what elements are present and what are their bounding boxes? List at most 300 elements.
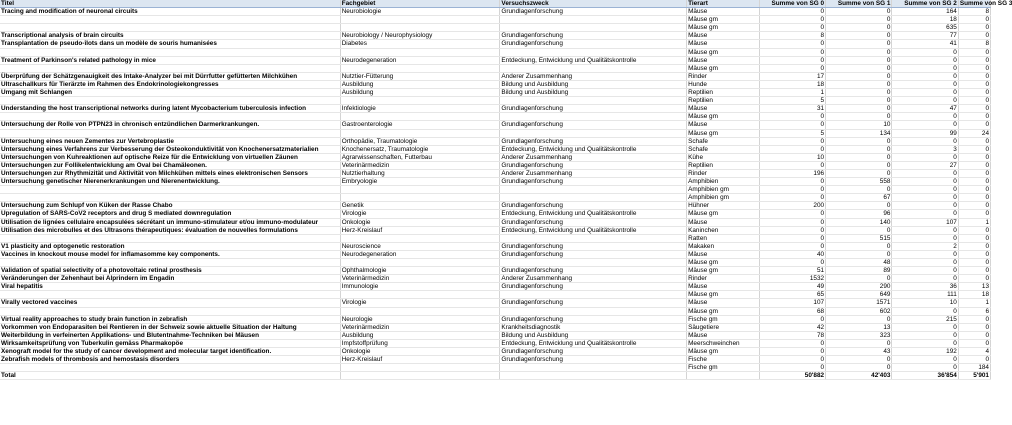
cell-title[interactable]: Vorkommen von Endoparasiten bei Rentieren in der Schweiz sowie aktuelle Situation der Haltung (0, 323, 340, 331)
cell-purpose[interactable] (500, 113, 687, 121)
cell-sg1[interactable]: 0 (826, 242, 892, 250)
cell-purpose[interactable] (500, 259, 687, 267)
cell-purpose[interactable]: Grundlagenforschung (500, 348, 687, 356)
cell-sg0[interactable]: 0 (759, 315, 825, 323)
cell-purpose[interactable]: Grundlagenforschung (500, 202, 687, 210)
cell-sg1[interactable]: 43 (826, 348, 892, 356)
cell-animal[interactable]: Mäuse gm (687, 267, 760, 275)
cell-title[interactable]: Weiterbildung in verfeinerten Applikations- und Blutentnahme-Techniken bei Mäusen (0, 331, 340, 339)
cell-animal[interactable]: Amphibien (687, 178, 760, 186)
cell-sg2[interactable]: 0 (892, 356, 958, 364)
cell-animal[interactable]: Mäuse (687, 283, 760, 291)
cell-purpose[interactable] (500, 194, 687, 202)
cell-field[interactable]: Diabetes (340, 40, 500, 48)
cell-animal[interactable]: Mäuse (687, 8, 760, 16)
header-purpose[interactable]: Versuchszweck (500, 0, 687, 8)
cell-title[interactable]: Ultraschallkurs für Tierärzte im Rahmen des Endokrinologiekongresses (0, 80, 340, 88)
cell-title[interactable]: Upregulation of SARS-CoV2 receptors and drug S mediated downregulation (0, 210, 340, 218)
cell-field[interactable]: Agrarwissenschaften, Futterbau (340, 153, 500, 161)
cell-animal[interactable]: Säugetiere (687, 323, 760, 331)
cell-title[interactable]: Vaccines in knockout mouse model for inflamasomme key components. (0, 250, 340, 258)
cell-title[interactable]: Virally vectored vaccines (0, 299, 340, 307)
cell-sg0[interactable]: 0 (759, 364, 825, 372)
cell-purpose[interactable]: Grundlagenforschung (500, 242, 687, 250)
cell-field[interactable]: Knochenersatz, Traumatologie (340, 145, 500, 153)
cell-sg0[interactable]: 0 (759, 356, 825, 364)
cell-field[interactable]: Ausbildung (340, 331, 500, 339)
cell-sg1[interactable]: 0 (826, 364, 892, 372)
cell-sg3[interactable]: 0 (958, 210, 990, 218)
cell-sg1[interactable]: 0 (826, 97, 892, 105)
cell-sg3[interactable]: 8 (958, 40, 990, 48)
cell-title[interactable] (0, 16, 340, 24)
cell-sg1[interactable]: 0 (826, 275, 892, 283)
cell-sg3[interactable]: 0 (958, 194, 990, 202)
cell-sg0[interactable]: 0 (759, 194, 825, 202)
cell-purpose[interactable]: Grundlagenforschung (500, 283, 687, 291)
cell-sg0[interactable]: 0 (759, 48, 825, 56)
cell-sg0[interactable]: 10 (759, 153, 825, 161)
cell-sg3[interactable]: 184 (958, 364, 990, 372)
cell-purpose[interactable]: Grundlagenforschung (500, 40, 687, 48)
total-sg1[interactable]: 42'403 (826, 372, 892, 380)
cell-title[interactable] (0, 64, 340, 72)
cell-title[interactable]: Virtual reality approaches to study brain function in zebrafish (0, 315, 340, 323)
cell-field[interactable]: Nutztier-Fütterung (340, 72, 500, 80)
cell-sg1[interactable]: 0 (826, 161, 892, 169)
cell-sg3[interactable]: 0 (958, 250, 990, 258)
cell-animal[interactable]: Mäuse gm (687, 129, 760, 137)
cell-field[interactable]: Infektiologie (340, 105, 500, 113)
cell-animal[interactable]: Mäuse gm (687, 64, 760, 72)
cell-animal[interactable]: Mäuse gm (687, 259, 760, 267)
cell-purpose[interactable]: Grundlagenforschung (500, 105, 687, 113)
cell-sg1[interactable]: 323 (826, 331, 892, 339)
cell-sg1[interactable]: 0 (826, 48, 892, 56)
cell-field[interactable]: Herz-Kreislauf (340, 356, 500, 364)
cell-title[interactable]: Untersuchung der Rolle von PTPN23 in chronisch entzündlichen Darmerkrankungen. (0, 121, 340, 129)
cell-sg0[interactable]: 0 (759, 113, 825, 121)
cell-sg3[interactable]: 0 (958, 24, 990, 32)
cell-purpose[interactable] (500, 24, 687, 32)
cell-purpose[interactable]: Grundlagenforschung (500, 299, 687, 307)
cell-sg3[interactable]: 0 (958, 178, 990, 186)
header-field[interactable]: Fachgebiet (340, 0, 500, 8)
cell-animal[interactable]: Mäuse (687, 121, 760, 129)
cell-sg0[interactable]: 0 (759, 348, 825, 356)
cell-field[interactable]: Orthopädie, Traumatologie (340, 137, 500, 145)
cell-sg0[interactable]: 0 (759, 218, 825, 226)
cell-title[interactable]: Understanding the host transcriptional networks during latent Mycobacterium tuberculosis infection (0, 105, 340, 113)
cell-purpose[interactable]: Anderer Zusammenhang (500, 153, 687, 161)
cell-sg3[interactable]: 6 (958, 307, 990, 315)
cell-field[interactable]: Neurologie (340, 315, 500, 323)
cell-title[interactable] (0, 364, 340, 372)
cell-sg1[interactable]: 290 (826, 283, 892, 291)
cell-sg3[interactable]: 13 (958, 283, 990, 291)
cell-sg3[interactable]: 0 (958, 186, 990, 194)
cell-sg0[interactable]: 78 (759, 331, 825, 339)
cell-sg3[interactable]: 4 (958, 348, 990, 356)
cell-animal[interactable]: Reptilien (687, 89, 760, 97)
cell-purpose[interactable] (500, 364, 687, 372)
cell-sg2[interactable]: 18 (892, 16, 958, 24)
cell-sg2[interactable]: 0 (892, 210, 958, 218)
cell-animal[interactable]: Mäuse (687, 105, 760, 113)
cell-purpose[interactable] (500, 64, 687, 72)
cell-purpose[interactable]: Grundlagenforschung (500, 8, 687, 16)
cell-sg3[interactable]: 0 (958, 48, 990, 56)
cell-sg1[interactable]: 0 (826, 339, 892, 347)
cell-title[interactable] (0, 307, 340, 315)
cell-sg0[interactable]: 196 (759, 169, 825, 177)
cell-sg2[interactable]: 0 (892, 89, 958, 97)
cell-sg3[interactable]: 0 (958, 64, 990, 72)
cell-field[interactable]: Immunologie (340, 283, 500, 291)
cell-field[interactable]: Virologie (340, 299, 500, 307)
cell-title[interactable] (0, 259, 340, 267)
total-empty-cell[interactable] (340, 372, 500, 380)
cell-sg0[interactable]: 0 (759, 8, 825, 16)
cell-sg3[interactable]: 24 (958, 129, 990, 137)
cell-title[interactable]: Untersuchungen von Kuhreaktionen auf optische Reize für die Entwicklung von virtuellen Zäunen (0, 153, 340, 161)
cell-sg2[interactable]: 0 (892, 153, 958, 161)
cell-sg3[interactable]: 0 (958, 56, 990, 64)
cell-sg2[interactable]: 164 (892, 8, 958, 16)
cell-animal[interactable]: Meerschweinchen (687, 339, 760, 347)
total-label[interactable]: Total (0, 372, 340, 380)
cell-sg2[interactable]: 0 (892, 56, 958, 64)
cell-animal[interactable]: Mäuse (687, 218, 760, 226)
cell-purpose[interactable]: Bildung und Ausbildung (500, 331, 687, 339)
cell-sg3[interactable]: 0 (958, 169, 990, 177)
cell-animal[interactable]: Mäuse gm (687, 210, 760, 218)
cell-title[interactable]: Wirksamkeitsprüfung von Tuberkulin gemäss Pharmakopöe (0, 339, 340, 347)
cell-sg3[interactable]: 0 (958, 153, 990, 161)
cell-sg3[interactable]: 0 (958, 161, 990, 169)
cell-animal[interactable]: Mäuse gm (687, 291, 760, 299)
cell-sg0[interactable]: 0 (759, 210, 825, 218)
cell-animal[interactable]: Mäuse gm (687, 348, 760, 356)
cell-title[interactable]: Veränderungen der Zehenhaut bei Alprindern im Engadin (0, 275, 340, 283)
cell-field[interactable]: Neurodegeneration (340, 250, 500, 258)
cell-sg1[interactable]: 10 (826, 121, 892, 129)
cell-purpose[interactable]: Grundlagenforschung (500, 137, 687, 145)
cell-sg1[interactable]: 0 (826, 145, 892, 153)
total-empty-cell[interactable] (500, 372, 687, 380)
cell-sg1[interactable]: 649 (826, 291, 892, 299)
cell-sg3[interactable]: 0 (958, 32, 990, 40)
cell-purpose[interactable]: Grundlagenforschung (500, 315, 687, 323)
cell-sg3[interactable]: 0 (958, 267, 990, 275)
cell-animal[interactable]: Mäuse gm (687, 48, 760, 56)
cell-sg0[interactable]: 65 (759, 291, 825, 299)
cell-sg1[interactable]: 96 (826, 210, 892, 218)
cell-sg2[interactable]: 47 (892, 105, 958, 113)
cell-field[interactable] (340, 364, 500, 372)
cell-field[interactable] (340, 113, 500, 121)
cell-sg1[interactable]: 0 (826, 226, 892, 234)
cell-purpose[interactable] (500, 48, 687, 56)
cell-purpose[interactable]: Bildung und Ausbildung (500, 80, 687, 88)
cell-animal[interactable]: Reptilien (687, 97, 760, 105)
cell-field[interactable] (340, 16, 500, 24)
cell-sg1[interactable]: 0 (826, 56, 892, 64)
cell-purpose[interactable]: Grundlagenforschung (500, 121, 687, 129)
cell-sg3[interactable]: 0 (958, 259, 990, 267)
cell-sg2[interactable]: 0 (892, 194, 958, 202)
cell-title[interactable]: Validation of spatial selectivity of a photovoltaic retinal prosthesis (0, 267, 340, 275)
cell-title[interactable]: Treatment of Parkinson's related pathology in mice (0, 56, 340, 64)
cell-sg2[interactable]: 27 (892, 161, 958, 169)
cell-sg1[interactable]: 0 (826, 80, 892, 88)
cell-purpose[interactable] (500, 307, 687, 315)
cell-title[interactable] (0, 24, 340, 32)
cell-purpose[interactable]: Entdeckung, Entwicklung und Qualitätskontrolle (500, 210, 687, 218)
cell-field[interactable]: Neurobiologie (340, 8, 500, 16)
cell-animal[interactable]: Mäuse (687, 32, 760, 40)
cell-sg1[interactable]: 0 (826, 153, 892, 161)
cell-purpose[interactable] (500, 97, 687, 105)
cell-sg1[interactable]: 0 (826, 89, 892, 97)
cell-animal[interactable]: Hunde (687, 80, 760, 88)
cell-title[interactable]: Umgang mit Schlangen (0, 89, 340, 97)
cell-sg1[interactable]: 13 (826, 323, 892, 331)
cell-purpose[interactable]: Entdeckung, Entwicklung und Qualitätskontrolle (500, 226, 687, 234)
cell-sg1[interactable]: 0 (826, 24, 892, 32)
cell-title[interactable]: Untersuchungen zur Rhythmizität und Aktivität von Milchkühen mittels eines elektronischen Sensors (0, 169, 340, 177)
cell-sg2[interactable]: 0 (892, 64, 958, 72)
cell-sg3[interactable]: 0 (958, 331, 990, 339)
cell-sg2[interactable]: 0 (892, 72, 958, 80)
cell-title[interactable]: Überprüfung der Schätzgenauigkeit des Intake-Analyzer bei mit Dürrfutter gefütterten Milchkühen (0, 72, 340, 80)
cell-sg1[interactable]: 0 (826, 72, 892, 80)
cell-sg2[interactable]: 0 (892, 80, 958, 88)
cell-sg0[interactable]: 17 (759, 72, 825, 80)
cell-field[interactable] (340, 186, 500, 194)
cell-sg0[interactable]: 0 (759, 64, 825, 72)
cell-purpose[interactable] (500, 291, 687, 299)
cell-sg2[interactable]: 41 (892, 40, 958, 48)
cell-sg0[interactable]: 31 (759, 105, 825, 113)
cell-title[interactable]: Utilisation des microbulles et des Ultrasons thérapeutiques: évaluation de nouvelles formulations (0, 226, 340, 234)
cell-sg2[interactable]: 36 (892, 283, 958, 291)
total-sg2[interactable]: 36'854 (892, 372, 958, 380)
cell-animal[interactable]: Hühner (687, 202, 760, 210)
cell-animal[interactable]: Fische (687, 356, 760, 364)
cell-sg0[interactable]: 0 (759, 24, 825, 32)
cell-sg2[interactable]: 0 (892, 137, 958, 145)
cell-sg1[interactable]: 0 (826, 202, 892, 210)
cell-purpose[interactable]: Krankheitsdiagnostik (500, 323, 687, 331)
cell-sg2[interactable]: 0 (892, 267, 958, 275)
cell-field[interactable]: Ausbildung (340, 80, 500, 88)
cell-title[interactable]: Untersuchung zum Schlupf von Küken der Rasse Chabo (0, 202, 340, 210)
cell-sg3[interactable]: 0 (958, 202, 990, 210)
cell-sg3[interactable]: 0 (958, 113, 990, 121)
cell-field[interactable] (340, 194, 500, 202)
cell-field[interactable]: Embryologie (340, 178, 500, 186)
cell-sg1[interactable]: 0 (826, 64, 892, 72)
cell-sg2[interactable]: 0 (892, 307, 958, 315)
cell-animal[interactable]: Mäuse (687, 299, 760, 307)
cell-sg2[interactable]: 0 (892, 259, 958, 267)
cell-field[interactable]: Neuroscience (340, 242, 500, 250)
cell-sg1[interactable]: 0 (826, 137, 892, 145)
cell-animal[interactable]: Reptilien (687, 161, 760, 169)
cell-sg1[interactable]: 0 (826, 16, 892, 24)
cell-sg1[interactable]: 89 (826, 267, 892, 275)
cell-field[interactable]: Veterinärmedizin (340, 161, 500, 169)
cell-sg1[interactable]: 0 (826, 8, 892, 16)
cell-purpose[interactable]: Entdeckung, Entwicklung und Qualitätskontrolle (500, 339, 687, 347)
cell-sg0[interactable]: 49 (759, 283, 825, 291)
cell-field[interactable] (340, 64, 500, 72)
cell-sg2[interactable]: 0 (892, 169, 958, 177)
cell-title[interactable]: Tracing and modification of neuronal circuits (0, 8, 340, 16)
cell-sg2[interactable]: 635 (892, 24, 958, 32)
cell-title[interactable] (0, 291, 340, 299)
cell-field[interactable] (340, 97, 500, 105)
cell-field[interactable]: Onkologie (340, 218, 500, 226)
cell-sg0[interactable]: 68 (759, 307, 825, 315)
cell-purpose[interactable]: Bildung und Ausbildung (500, 89, 687, 97)
header-sg3[interactable]: Summe von SG 3 (959, 0, 1012, 7)
cell-sg0[interactable]: 51 (759, 267, 825, 275)
cell-field[interactable]: Onkologie (340, 348, 500, 356)
cell-sg2[interactable]: 0 (892, 178, 958, 186)
cell-sg0[interactable]: 0 (759, 121, 825, 129)
cell-animal[interactable]: Mäuse gm (687, 16, 760, 24)
cell-purpose[interactable] (500, 129, 687, 137)
cell-sg3[interactable]: 0 (958, 105, 990, 113)
cell-sg1[interactable]: 0 (826, 186, 892, 194)
cell-purpose[interactable]: Grundlagenforschung (500, 161, 687, 169)
cell-sg2[interactable]: 0 (892, 331, 958, 339)
cell-sg2[interactable]: 3 (892, 145, 958, 153)
cell-title[interactable]: V1 plasticity and optogenetic restoration (0, 242, 340, 250)
cell-sg0[interactable]: 200 (759, 202, 825, 210)
cell-title[interactable]: Xenograft model for the study of cancer development and molecular target identification. (0, 348, 340, 356)
cell-sg3[interactable]: 0 (958, 121, 990, 129)
cell-sg3[interactable]: 0 (958, 339, 990, 347)
cell-sg3[interactable]: 0 (958, 16, 990, 24)
cell-field[interactable]: Ausbildung (340, 89, 500, 97)
cell-sg0[interactable]: 0 (759, 242, 825, 250)
cell-title[interactable] (0, 97, 340, 105)
cell-animal[interactable]: Mäuse (687, 56, 760, 64)
cell-title[interactable]: Untersuchungen zur Follikelentwicklung am Oval bei Chamäleonen. (0, 161, 340, 169)
cell-field[interactable]: Impfstoffprüfung (340, 339, 500, 347)
cell-purpose[interactable]: Grundlagenforschung (500, 218, 687, 226)
header-animal[interactable]: Tierart (687, 0, 760, 8)
cell-sg2[interactable]: 0 (892, 202, 958, 210)
cell-title[interactable]: Untersuchung eines neuen Zementes zur Vertebroplastie (0, 137, 340, 145)
cell-sg3[interactable]: 0 (958, 234, 990, 242)
cell-sg0[interactable]: 0 (759, 226, 825, 234)
cell-sg2[interactable]: 0 (892, 97, 958, 105)
cell-purpose[interactable]: Grundlagenforschung (500, 356, 687, 364)
cell-sg0[interactable]: 0 (759, 145, 825, 153)
cell-sg3[interactable]: 1 (958, 299, 990, 307)
cell-sg1[interactable]: 558 (826, 178, 892, 186)
cell-sg3[interactable]: 8 (958, 8, 990, 16)
cell-sg3[interactable]: 0 (958, 356, 990, 364)
cell-animal[interactable]: Ratten (687, 234, 760, 242)
cell-sg0[interactable]: 5 (759, 129, 825, 137)
cell-sg1[interactable]: 0 (826, 105, 892, 113)
cell-sg3[interactable]: 0 (958, 323, 990, 331)
cell-sg2[interactable]: 0 (892, 323, 958, 331)
cell-sg3[interactable]: 0 (958, 315, 990, 323)
cell-title[interactable] (0, 186, 340, 194)
cell-sg0[interactable]: 0 (759, 16, 825, 24)
cell-sg0[interactable]: 1532 (759, 275, 825, 283)
cell-animal[interactable]: Mäuse (687, 331, 760, 339)
cell-sg3[interactable]: 18 (958, 291, 990, 299)
cell-sg1[interactable]: 0 (826, 315, 892, 323)
cell-sg1[interactable]: 515 (826, 234, 892, 242)
cell-animal[interactable]: Schafe (687, 137, 760, 145)
cell-sg1[interactable]: 0 (826, 250, 892, 258)
cell-sg0[interactable]: 0 (759, 178, 825, 186)
cell-sg1[interactable]: 134 (826, 129, 892, 137)
cell-sg3[interactable]: 0 (958, 242, 990, 250)
cell-field[interactable]: Nutztierhaltung (340, 169, 500, 177)
cell-sg0[interactable]: 0 (759, 234, 825, 242)
cell-sg1[interactable]: 1571 (826, 299, 892, 307)
cell-field[interactable] (340, 129, 500, 137)
cell-field[interactable]: Gastroenterologie (340, 121, 500, 129)
cell-title[interactable]: Untersuchung eines Verfahrens zur Verbesserung der Osteokonduktivität von Knochenersatzmaterialien (0, 145, 340, 153)
cell-animal[interactable]: Amphibien gm (687, 186, 760, 194)
cell-sg2[interactable]: 0 (892, 226, 958, 234)
header-sg1[interactable]: Summe von SG 1 (826, 0, 892, 8)
cell-sg0[interactable]: 0 (759, 56, 825, 64)
cell-sg3[interactable]: 0 (958, 80, 990, 88)
cell-title[interactable]: Transplantation de pseudo-îlots dans un modèle de souris humanisées (0, 40, 340, 48)
cell-field[interactable]: Ophthalmologie (340, 267, 500, 275)
cell-title[interactable]: Utilisation de lignées cellulaire encapsulées sécrétant un immuno-stimulateur et/ou immuno-modulateur (0, 218, 340, 226)
cell-sg1[interactable]: 0 (826, 40, 892, 48)
cell-animal[interactable]: Makaken (687, 242, 760, 250)
cell-sg2[interactable]: 99 (892, 129, 958, 137)
cell-purpose[interactable]: Anderer Zusammenhang (500, 169, 687, 177)
cell-sg0[interactable]: 40 (759, 250, 825, 258)
cell-animal[interactable]: Rinder (687, 169, 760, 177)
cell-sg2[interactable]: 0 (892, 113, 958, 121)
cell-sg1[interactable]: 0 (826, 113, 892, 121)
total-sg3[interactable]: 5'901 (958, 372, 990, 380)
cell-purpose[interactable]: Grundlagenforschung (500, 267, 687, 275)
cell-field[interactable]: Virologie (340, 210, 500, 218)
cell-field[interactable] (340, 259, 500, 267)
cell-sg0[interactable]: 42 (759, 323, 825, 331)
cell-animal[interactable]: Mäuse (687, 250, 760, 258)
cell-sg2[interactable]: 215 (892, 315, 958, 323)
cell-title[interactable] (0, 113, 340, 121)
cell-sg3[interactable]: 1 (958, 218, 990, 226)
cell-sg1[interactable]: 67 (826, 194, 892, 202)
cell-field[interactable]: Herz-Kreislauf (340, 226, 500, 234)
header-sg2[interactable]: Summe von SG 2 (892, 0, 958, 8)
cell-sg0[interactable]: 0 (759, 339, 825, 347)
cell-sg2[interactable]: 2 (892, 242, 958, 250)
cell-sg3[interactable]: 0 (958, 137, 990, 145)
cell-sg2[interactable]: 10 (892, 299, 958, 307)
cell-sg1[interactable]: 0 (826, 32, 892, 40)
cell-field[interactable]: Genetik (340, 202, 500, 210)
